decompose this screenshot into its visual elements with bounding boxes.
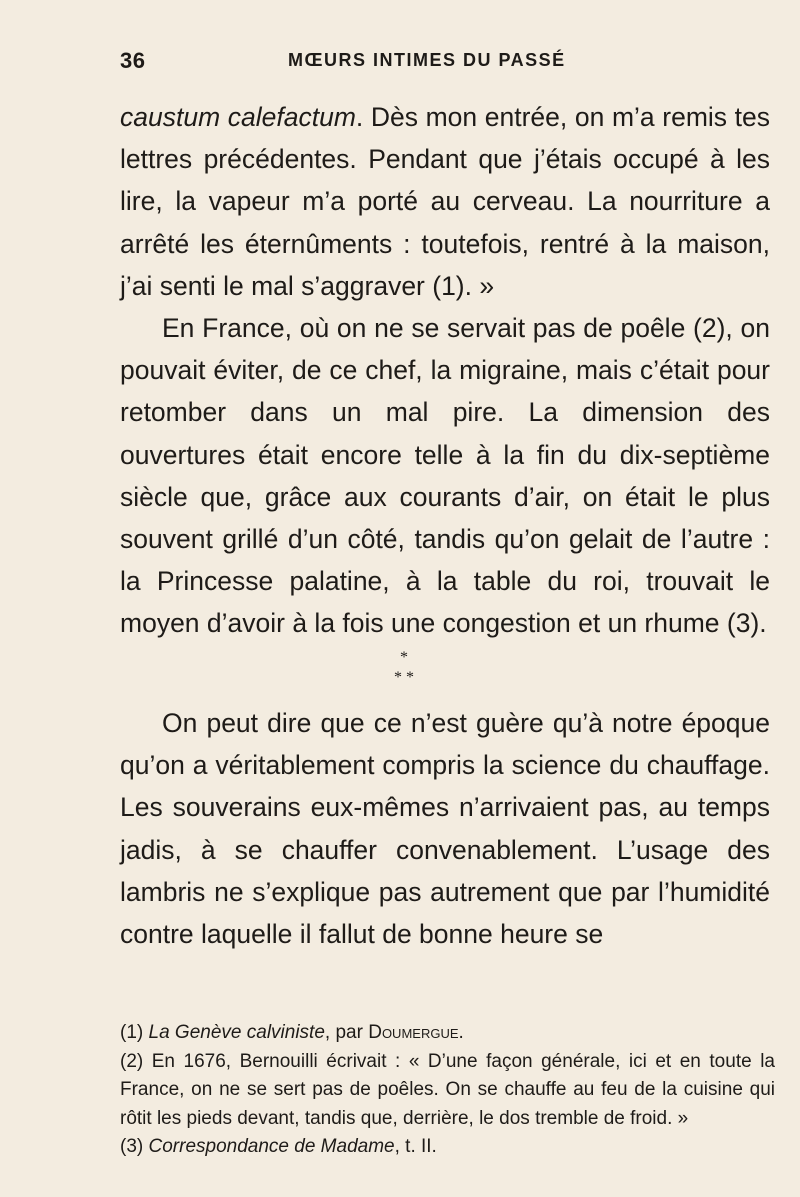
running-title: MŒURS INTIMES DU PASSÉ	[288, 50, 566, 70]
footnote-1-title: La Genève calviniste	[148, 1022, 325, 1043]
footnote-1-marker: (1)	[120, 1022, 144, 1043]
page-number: 36	[120, 48, 146, 73]
footnote-1-author: Doumergue	[368, 1022, 459, 1043]
paragraph-science-chauffage: On peut dire que ce n’est guère qu’à notre époque qu’on a véritablement compris la science du chauffage. Les souverains eux-mêmes n’arrivaient pas, au temps jadis, à se chauffer convenablement. L’usage des lambris ne s’explique pas autrement que par l’humidité contre laquelle il fallut de bonne heure se	[120, 708, 770, 950]
footnote-1	[120, 1019, 775, 1048]
footnote-3-marker: (3)	[120, 1136, 144, 1158]
footnote-3	[120, 1133, 775, 1162]
footnote-1-end: .	[458, 1022, 464, 1043]
separator-star-top: *	[400, 649, 408, 666]
latin-phrase: caustum calefactum	[120, 102, 356, 132]
body-text-upper	[120, 96, 770, 645]
running-head	[120, 48, 800, 78]
footnote-1-by: , par	[324, 1022, 369, 1043]
footnote-3-ref: , t. II.	[394, 1136, 437, 1158]
paragraph-continuation-text: . Dès mon entrée, on m’a remis tes lettres précédentes. Pendant que j’étais occupé à les lire, la vapeur m’a porté au cerveau. La nourriture a arrêté les éternûments : toutefois, rentré à la maison, j’ai senti le mal s’aggraver (1). »	[120, 102, 770, 301]
footnotes	[120, 1019, 775, 1162]
separator-stars-bottom: * *	[394, 669, 414, 686]
paragraph-france-heating: En France, où on ne se servait pas de poêle (2), on pouvait éviter, de ce chef, la migraine, mais c’était pour retomber dans un mal pire. La dimension des ouvertures était encore telle à la fin du dix-septième siècle que, grâce aux courants d’air, on était le plus souvent grillé d’un côté, tandis qu’on gelait de l’autre : la Princesse palatine, à la table du roi, trouvait le moyen d’avoir à la fois une congestion et un rhume (3).	[120, 313, 770, 639]
paragraph-continuation	[120, 96, 770, 307]
footnote-2: (2) En 1676, Bernouilli écrivait : « D’une façon générale, ici et en toute la France, on ne se sert pas de poêles. On se chauffe au feu de la cuisine qui rôtit les pieds devant, tandis que, derrière, le dos tremble de froid. »	[120, 1050, 775, 1129]
section-separator	[120, 648, 800, 698]
body-text-lower	[120, 702, 770, 955]
footnote-3-title: Correspondance de Madame	[148, 1136, 395, 1158]
